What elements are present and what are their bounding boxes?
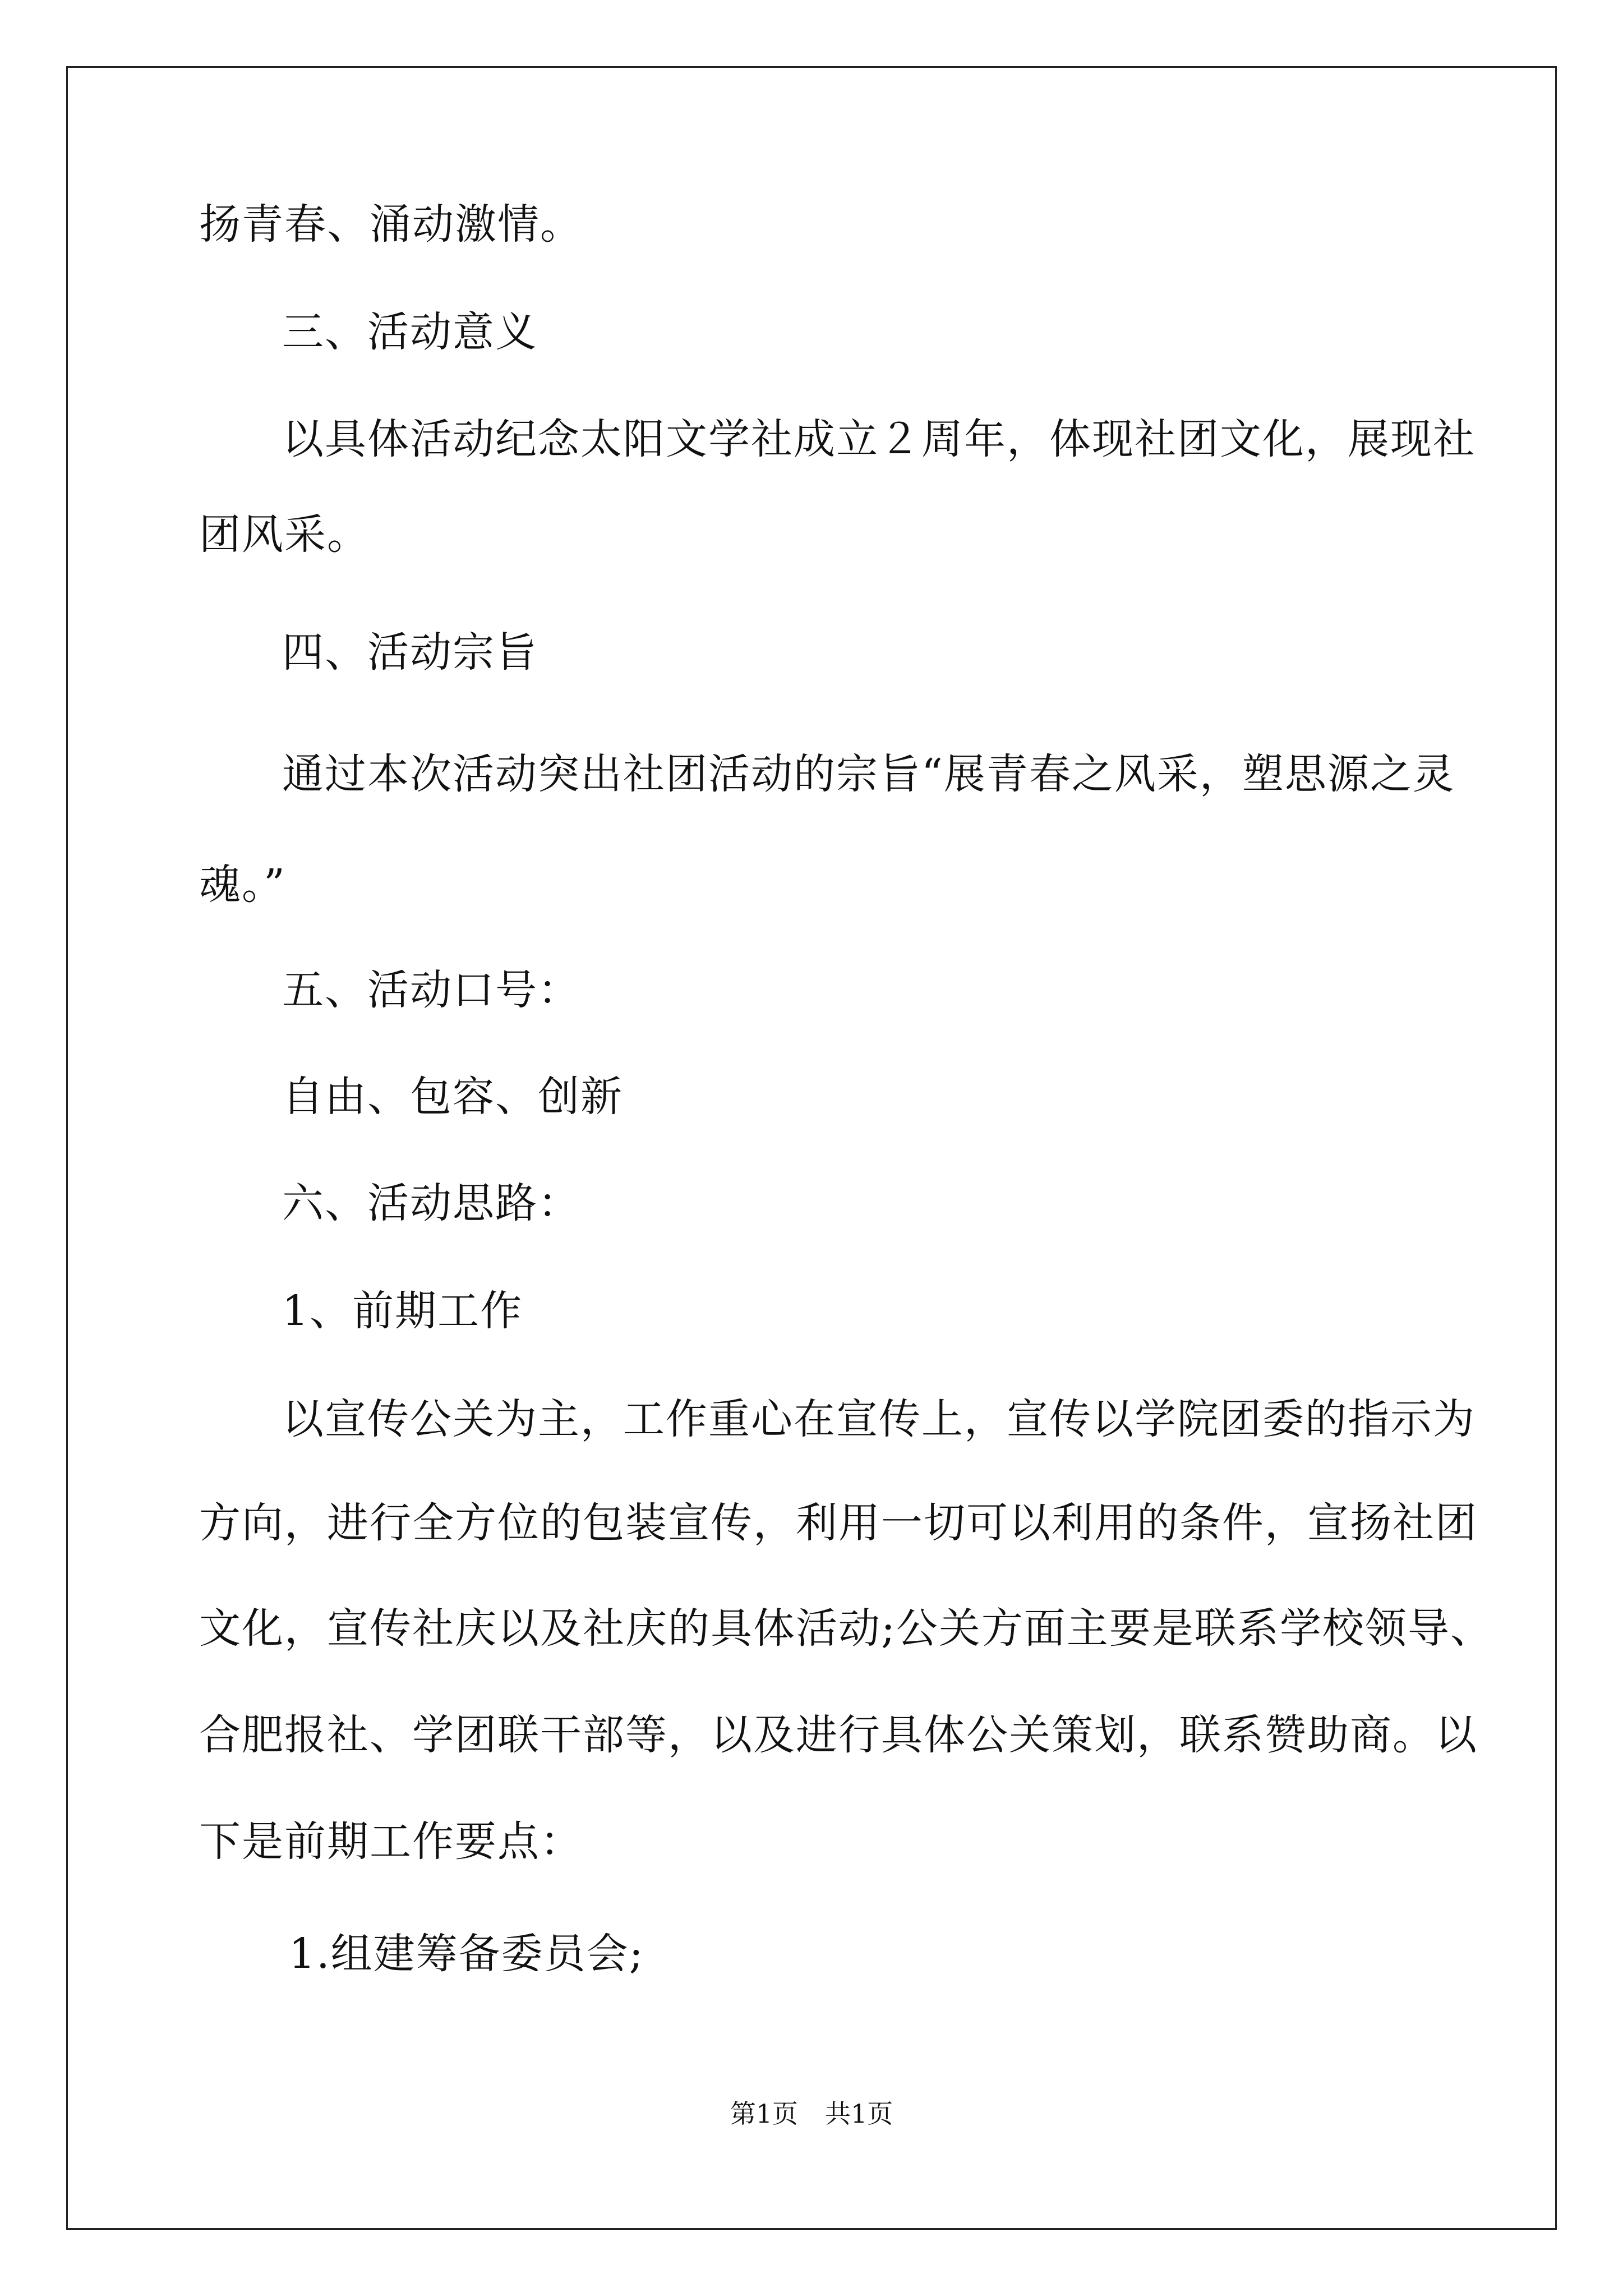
text-line: 下是前期工作要点： <box>199 1818 583 1866</box>
list-item: 1.组建筹备委员会; <box>289 1930 644 1978</box>
text-line: 扬青春、涌动激情。 <box>199 200 583 249</box>
text-line: 以宣传公关为主，工作重心在宣传上，宣传以学院团委的指示为 <box>282 1395 1476 1443</box>
section-heading: 三、活动意义 <box>282 308 538 356</box>
page-footer <box>0 2098 1623 2129</box>
section-heading: 四、活动宗旨 <box>282 628 538 677</box>
text-line: 自由、包容、创新 <box>282 1073 623 1121</box>
subsection-heading: 1、前期工作 <box>282 1287 523 1335</box>
page-current: 第1页 <box>730 2099 798 2129</box>
text-line: 文化，宣传社庆以及社庆的具体活动;公关方面主要是联系学校领导、 <box>199 1604 1493 1653</box>
text-line: 魂。” <box>199 861 286 909</box>
section-heading: 六、活动思路： <box>282 1179 580 1227</box>
text-line: 以具体活动纪念太阳文学社成立２周年，体现社团文化，展现社 <box>282 415 1476 463</box>
page-total: 共1页 <box>825 2099 893 2129</box>
text-line: 团风采。 <box>199 510 370 559</box>
text-line: 合肥报社、学团联干部等，以及进行具体公关策划，联系赞助商。以 <box>199 1711 1478 1759</box>
text-line: 通过本次活动突出社团活动的宗旨“展青春之风采，塑思源之灵 <box>282 750 1455 798</box>
text-line: 方向，进行全方位的包装宣传，利用一切可以利用的条件，宣扬社团 <box>199 1499 1478 1547</box>
page-border <box>66 66 1557 2230</box>
section-heading: 五、活动口号： <box>282 966 580 1014</box>
